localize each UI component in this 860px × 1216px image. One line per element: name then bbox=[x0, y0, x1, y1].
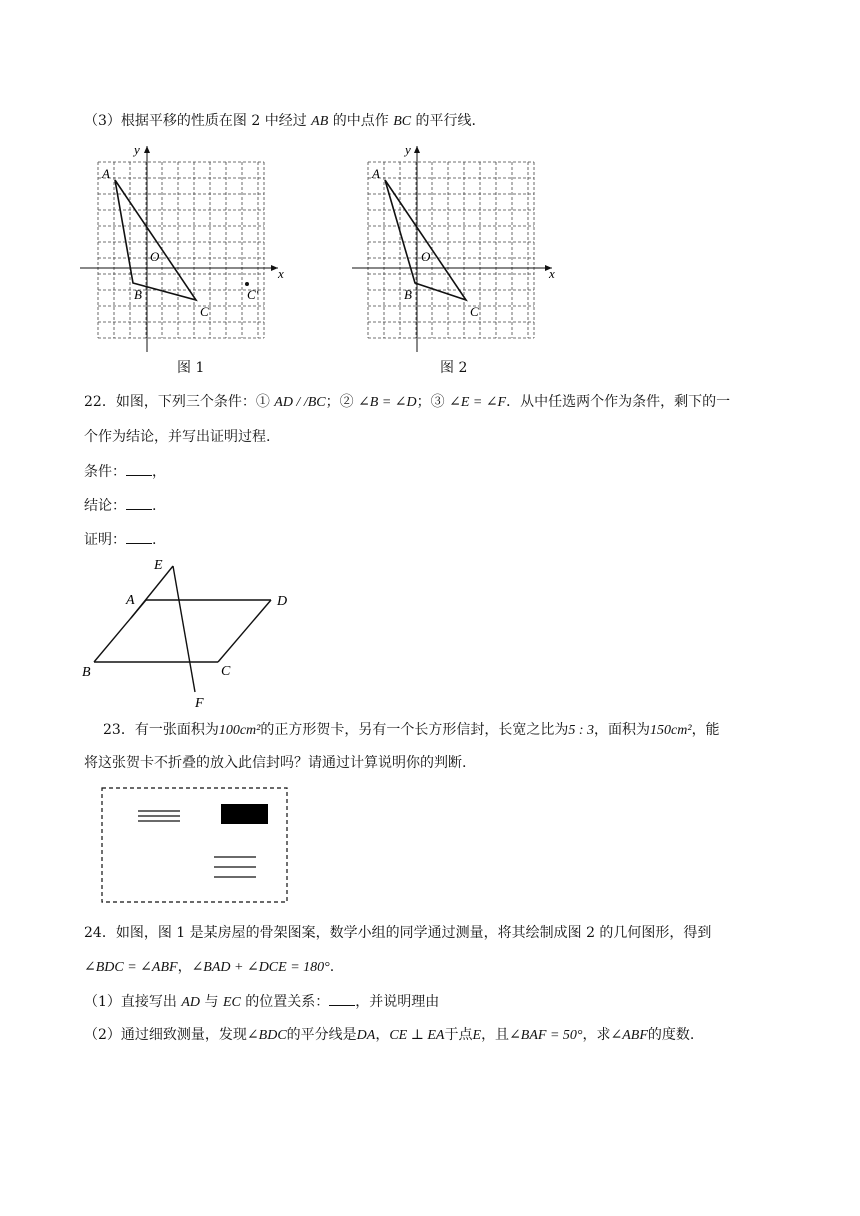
q22-conclusion-row: 结论： . bbox=[84, 498, 157, 514]
math-bc: BC bbox=[393, 114, 412, 129]
q24-part2: （2）通过细致测量，发现∠BDC的平分线是DA，CE ⊥ EA于点E，且∠BAF = 50°，求∠ABF的度数. bbox=[84, 1027, 695, 1043]
math-ab: AB bbox=[311, 114, 329, 129]
proof-blank bbox=[126, 531, 152, 544]
q22-label-f: F bbox=[195, 696, 204, 711]
q22-label-c: C bbox=[221, 664, 231, 679]
q21-part3-text: （3）根据平移的性质在图 2 中经过 AB 的中点作 BC 的平行线. bbox=[84, 113, 476, 129]
q24-eq1: ∠BDC = ∠ABF bbox=[84, 960, 178, 975]
fig2-label-a: A bbox=[372, 166, 380, 181]
fig1-label-a: A bbox=[102, 166, 110, 181]
q24-line1: 24．如图，图 1 是某房屋的骨架图案，数学小组的同学通过测量，将其绘制成图 2 的几何图形，得到 bbox=[84, 925, 712, 941]
fig1-label-c: C bbox=[200, 304, 209, 319]
q22-cond1: AD / /BC bbox=[274, 395, 326, 410]
conclusion-blank bbox=[126, 497, 152, 510]
fig2-label-b: B bbox=[404, 287, 412, 302]
fig1-label-x: x bbox=[278, 266, 284, 281]
figure-2-grid bbox=[348, 140, 563, 355]
q22-line2: 个作为结论，并写出证明过程. bbox=[84, 429, 271, 445]
q23-area-card: 100cm² bbox=[218, 723, 261, 738]
q22-line1: 22．如图，下列三个条件：① AD / /BC；② ∠B = ∠D；③ ∠E = ∠F．从中任选两个作为条件，剩下的一 bbox=[84, 394, 731, 410]
q22-label-b: B bbox=[82, 665, 91, 680]
q22-label-d: D bbox=[277, 594, 288, 609]
stamp-block bbox=[221, 804, 268, 824]
q23-ratio: 5 : 3 bbox=[568, 723, 595, 738]
fig2-label-o: O bbox=[421, 249, 431, 264]
fig1-label-b: B bbox=[134, 287, 142, 302]
q22-proof-row: 证明： . bbox=[84, 532, 157, 548]
figure-1-caption: 图 1 bbox=[177, 360, 205, 376]
figure-1-grid bbox=[78, 140, 293, 355]
q23-line2: 将这张贺卡不折叠的放入此信封吗？请通过计算说明你的判断. bbox=[84, 755, 467, 771]
envelope-picture bbox=[100, 786, 290, 906]
q23-area-envelope: 150cm² bbox=[650, 723, 692, 738]
fig2-label-x: x bbox=[549, 266, 555, 281]
q22-cond3: ∠E = ∠F bbox=[449, 395, 507, 410]
q24-part1: （1）直接写出 AD 与 EC 的位置关系： ，并说明理由 bbox=[84, 994, 440, 1010]
fig1-label-y: y bbox=[134, 142, 140, 157]
fig2-label-y: y bbox=[405, 142, 411, 157]
q24-eq2: ∠BAD + ∠DCE = 180° bbox=[191, 960, 330, 975]
q22-figure bbox=[78, 552, 303, 712]
q23-line1: 23．有一张面积为100cm²的正方形贺卡，另有一个长方形信封，长宽之比为5 : 3，面积为150cm²，能 bbox=[103, 722, 720, 738]
q22-label-a: A bbox=[126, 593, 135, 608]
position-blank bbox=[329, 993, 355, 1006]
q24-line2: ∠BDC = ∠ABF，∠BAD + ∠DCE = 180°. bbox=[84, 959, 335, 975]
fig1-label-o: O bbox=[150, 249, 160, 264]
q22-condition-row: 条件： ， bbox=[84, 464, 166, 480]
q22-cond2: ∠B = ∠D bbox=[358, 395, 417, 410]
fig1-label-c-prime: C′ bbox=[247, 287, 259, 302]
condition-blank bbox=[126, 463, 152, 476]
figure-2-caption: 图 2 bbox=[440, 360, 468, 376]
q22-label-e: E bbox=[154, 558, 163, 573]
fig2-label-c: C bbox=[470, 304, 479, 319]
